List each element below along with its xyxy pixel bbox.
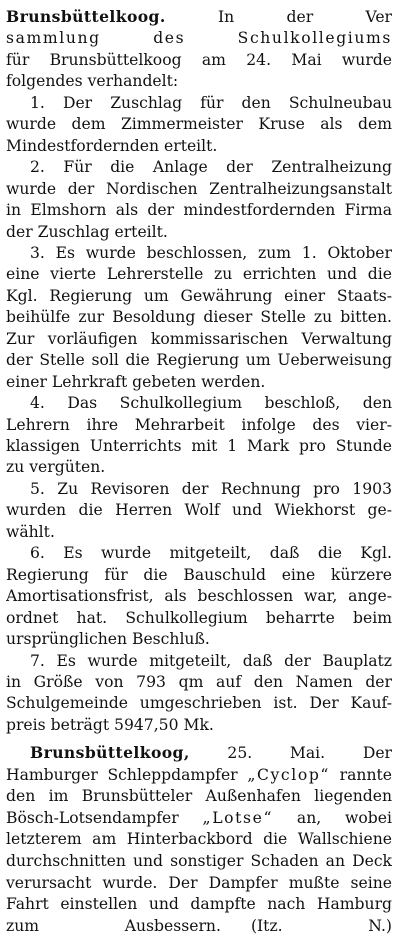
text-run: rannte xyxy=(330,766,392,784)
text-line xyxy=(6,414,392,436)
dateline: Brunsbüttelkoog, xyxy=(30,743,190,762)
text-run: zu vergüten. xyxy=(6,458,106,476)
text-line xyxy=(6,199,392,221)
text-run: für Brunsbüttelkoog am 24. Mai wurde xyxy=(6,51,392,69)
text-line xyxy=(6,6,392,28)
text-run: 3. Es wurde beschlossen, zum 1. Oktober xyxy=(30,244,392,262)
text-line xyxy=(6,135,392,157)
text-run: wurden die Herren Wolf und Wiekhorst ge- xyxy=(6,501,392,519)
text-run: 25. Mai. Der xyxy=(189,744,392,762)
text-run: Schulgemeinde umgeschrieben ist. Der Kauf- xyxy=(6,694,392,712)
text-line xyxy=(6,178,392,200)
text-run: verursacht wurde. Der Dampfer mußte seine xyxy=(6,874,392,892)
text-line xyxy=(30,650,392,672)
text-run: zum Ausbessern. xyxy=(6,917,221,935)
text-line xyxy=(30,542,392,564)
text-run: „Lotse“ xyxy=(202,809,274,827)
text-line xyxy=(30,742,392,764)
text-run: Zur vorläufigen kommissarischen Verwaltung xyxy=(6,330,392,348)
dateline: Brunsbüttelkoog. xyxy=(6,7,166,26)
text-run: sammlung des Schulkollegiums xyxy=(6,29,392,47)
text-run: (Itz. N.) xyxy=(250,917,392,935)
text-line xyxy=(30,92,392,114)
text-line xyxy=(30,478,392,500)
text-line xyxy=(6,785,392,807)
text-run: in Größe von 793 qm auf den Namen der xyxy=(6,673,392,691)
text-line xyxy=(6,435,392,457)
text-run: klassigen Unterrichts mit 1 Mark pro Stunde xyxy=(6,437,392,455)
text-run: der Stelle soll die Regierung um Ueberweisung xyxy=(6,351,392,369)
text-run: ursprünglichen Beschluß. xyxy=(6,630,210,648)
text-line xyxy=(6,499,392,521)
text-run: den im Brunsbütteler Außenhafen liegenden xyxy=(6,787,392,805)
text-run: 1. Der Zuschlag für den Schulneubau xyxy=(30,94,392,112)
text-line xyxy=(6,692,392,714)
text-run: 6. Es wurde mitgeteilt, daß die Kgl. xyxy=(30,544,392,562)
text-run: ordnet hat. Schulkollegium beharrte beim xyxy=(6,609,392,627)
text-run: wurde der Nordischen Zentralheizungsanstalt xyxy=(6,180,392,198)
text-line xyxy=(30,242,392,264)
text-line xyxy=(6,456,392,478)
text-run: Kgl. Regierung um Gewährung einer Staats- xyxy=(6,287,392,305)
text-line xyxy=(6,850,392,872)
text-line xyxy=(6,221,392,243)
text-run: Mindestfordernden erteilt. xyxy=(6,137,218,155)
text-run: In der Ver xyxy=(165,8,392,26)
text-run: wählt. xyxy=(6,523,55,541)
text-run: Regierung für die Bauschuld eine kürzere xyxy=(6,566,392,584)
text-line xyxy=(6,521,392,543)
text-run: folgendes verhandelt: xyxy=(6,72,179,90)
text-line xyxy=(6,328,392,350)
text-line xyxy=(6,893,392,915)
text-run: der Zuschlag erteilt. xyxy=(6,223,168,241)
text-line xyxy=(6,714,392,736)
text-line xyxy=(6,585,392,607)
text-line xyxy=(30,156,392,178)
text-run: einer Lehrkraft gebeten werden. xyxy=(6,373,266,391)
text-run: durchschnitten und sonstiger Schaden an Deck xyxy=(6,852,392,870)
text-line xyxy=(6,828,392,850)
text-run: 5. Zu Revisoren der Rechnung pro 1903 xyxy=(30,480,392,498)
text-run: Fahrt einstellen und dampfte nach Hamburg xyxy=(6,895,392,913)
text-line xyxy=(6,872,392,894)
text-run: Hamburger Schleppdampfer xyxy=(6,766,248,784)
text-line xyxy=(6,807,392,829)
text-run: 2. Für die Anlage der Zentralheizung xyxy=(30,158,392,176)
text-line xyxy=(6,306,392,328)
text-line xyxy=(6,49,392,71)
text-line xyxy=(6,915,392,937)
text-run: beihülfe zur Besoldung dieser Stelle zu bitten. xyxy=(6,308,392,326)
text-run: 4. Das Schulkollegium beschloß, den xyxy=(30,394,392,412)
text-run: wurde dem Zimmermeister Kruse als dem xyxy=(6,115,392,133)
text-run: eine vierte Lehrerstelle zu errichten und die xyxy=(6,265,392,283)
text-line xyxy=(6,564,392,586)
text-run: Amortisationsfrist, als beschlossen war, ange- xyxy=(6,587,392,605)
text-line xyxy=(6,263,392,285)
text-line xyxy=(6,607,392,629)
text-run: Lehrern ihre Mehrarbeit infolge des vier- xyxy=(6,416,392,434)
text-line xyxy=(30,392,392,414)
text-line xyxy=(6,70,392,92)
text-line xyxy=(6,628,392,650)
text-line xyxy=(6,285,392,307)
text-run: „Cyclop“ xyxy=(247,766,330,784)
text-line xyxy=(6,764,392,786)
text-line xyxy=(6,671,392,693)
text-line xyxy=(6,349,392,371)
text-run: an, wobei xyxy=(273,809,392,827)
text-run: in Elmshorn als der mindestfordernden Firma xyxy=(6,201,392,219)
text-run: preis beträgt 5947,50 Mk. xyxy=(6,716,214,734)
text-line xyxy=(6,371,392,393)
text-line xyxy=(6,27,392,49)
text-run: Bösch-Lotsendampfer xyxy=(6,809,203,827)
text-line xyxy=(6,113,392,135)
text-run: 7. Es wurde mitgeteilt, daß der Bauplatz xyxy=(30,652,392,670)
text-run: letzterem am Hinterbackbord die Wallschiene xyxy=(6,830,392,848)
